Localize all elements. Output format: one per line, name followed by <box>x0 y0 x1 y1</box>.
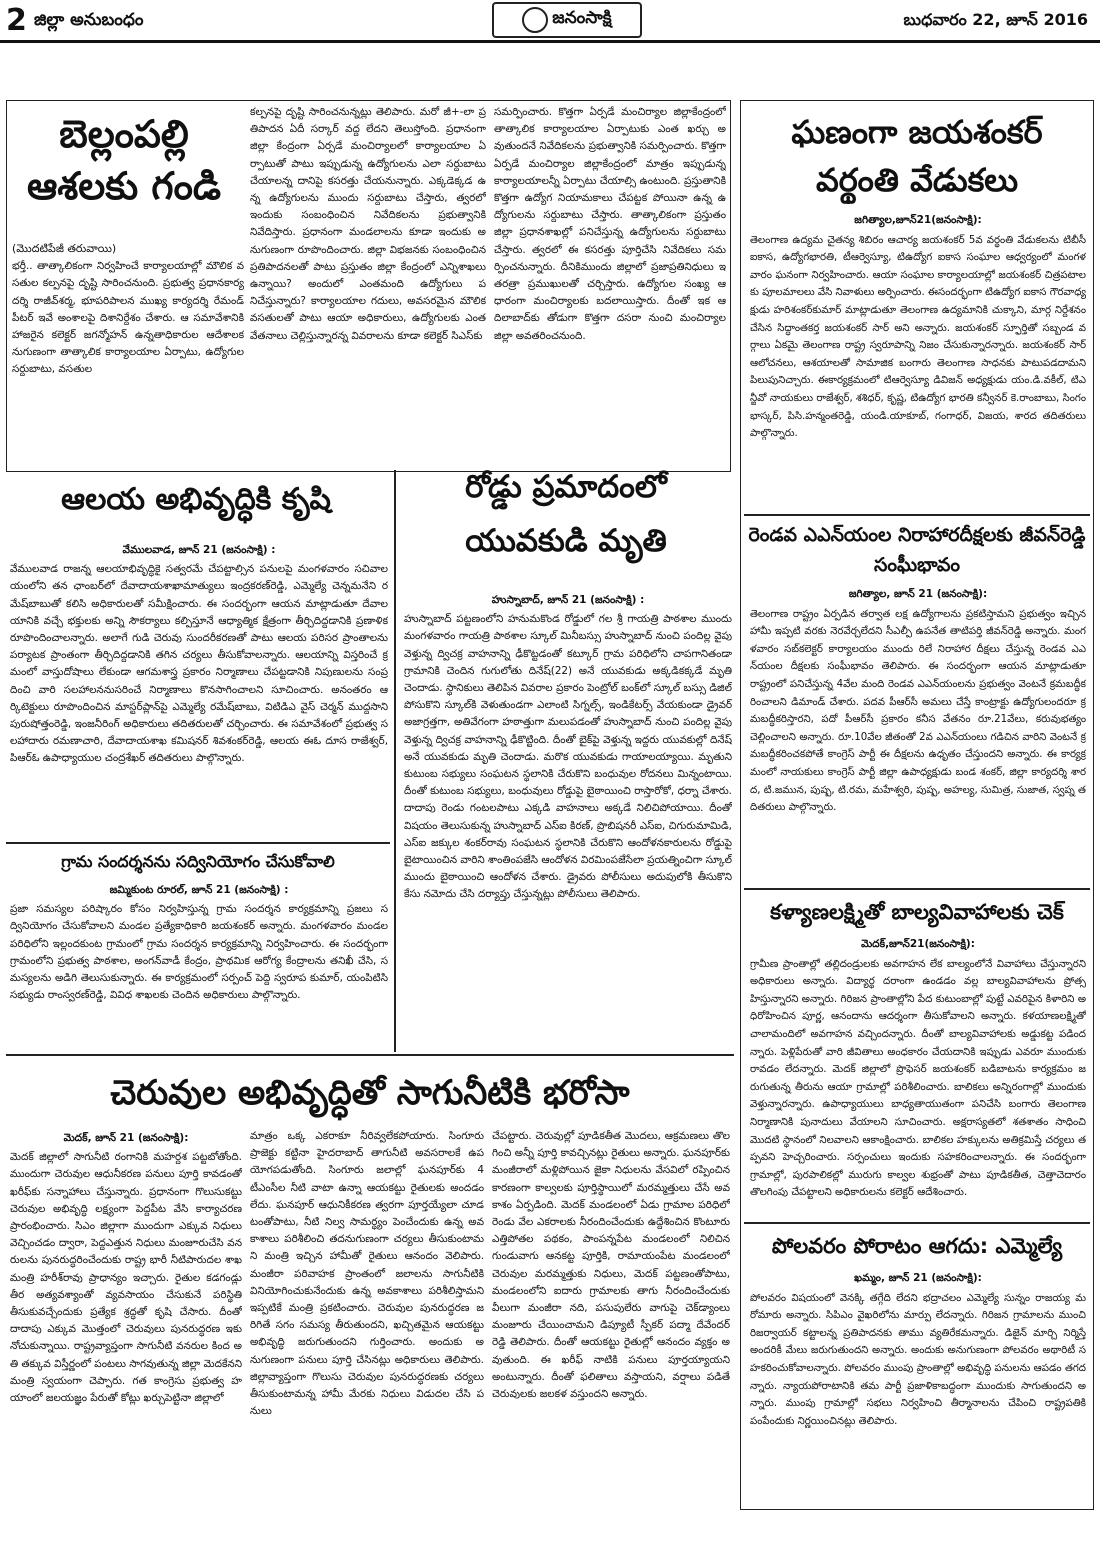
logo-emblem-icon <box>522 7 548 33</box>
dateline: మెదక్,జూన్21(జనంసాక్షి): <box>861 938 975 950</box>
article-bellampalli-title: బెల్లంపల్లి ఆశలకు గండి <box>27 112 221 208</box>
issue-date: బుధవారం 22, జూన్ 2016 <box>903 10 1088 29</box>
paper-name: జనంసాక్షి <box>552 8 612 28</box>
dateline: ఖమ్మం, జూన్ 21 (జనంసాక్షి): <box>854 1272 982 1284</box>
page-number: 2 <box>6 3 27 38</box>
divider <box>744 888 1090 890</box>
article-tanks-col3: చేపట్టారు. చెరువుల్లో పూడికతీత మొదలు, ఆక్రమణలు తొలగించి అన్నీ పూర్తి కావచ్చినట్లు రైతులు అన్నారు. ఘనపూర్‌కు మంజీరాలో మళ్లిపోయిన జైకా నిధులను వేసవిలో రప్పించిన కారణంగా కాల్వలకు పూర్తిస్థాయిలో మరమ్మత్తులు చేసే అవకాశం ఏర్పడింది. మెదక్ మండలంలో ఏడు గ్రామాల పరిధిలో రెండు వేల ఎకరాలకు నీరందించేందుకు ఉద్దేశించిన కొంటూరు ఎత్తిపోతల పథకం, పాంపన్నపేట మండలంలో నిలిచిన గుండువాగు ఆనకట్ట పూర్తికి, రామాయంపేట మండలంలో చెరువుల మరమ్మత్తుకు నిధులు, మెదక్ పట్టణంతోపాటు, మండలంలోని ఐదారు గ్రామాలకు తాగు నీరందించేందుకు వీలుగా మంజీరా నది, పసుపులేరు వాగుపై చెక్‌డ్యాంలు మంజూరు చేయించామని డిప్యూటీ స్పీకర్ పద్మా దేవేందర్ రెడ్డి తెలిపారు. దీంతో ఆయకట్టు రైతుల్లో ఆనందం వ్యక్తం అవుతుంది. ఈ ఖరీఫ్ నాటికి పనులు పూర్తయ్యాయని అంటున్నారు. దీంతో ఫలితాలు వస్తాయని, వర్షాలు పడితే చెరువులకు జలకళ వస్తుందని అన్నారు. <box>492 1130 730 1401</box>
article-polavaram-title: పోలవరం పోరాటం ఆగదు: ఎమ్మెల్యే <box>771 1234 1063 1258</box>
article-bellampalli-col1: (మొదటిపేజీ తరువాయి) భర్తీ.. తాత్కాలికంగా నిర్వహించే కార్యాలయాల్లో మౌలిక వసతుల కల్పనపై దృష్టి సారించనుంది. ప్రభుత్వ ప్రధానకార్యదర్శి రాజీవ్‌శర్మ, భూపరిపాలన ముఖ్య కార్యదర్శి రేమండ్ పీటర్ ఇవే అంశాలపై దిశానిర్దేశం చేశారు. ఆ సమావేశానికి హాజరైన కలెక్టర్ జగన్మోహన్ ఉన్నతాధికారుల ఆదేశాలకనుగుణంగా తాత్కాలిక కార్యాలయాల ఏర్పాటు, ఉద్యోగుల సర్దుబాటు, వసతుల <box>12 242 244 376</box>
article-tanks-col2: మాత్రం ఒక్క ఎకరాకూ నీరివ్వలేకపోయారు. సింగూరు ప్రాజెక్టు కట్టినా హైదరాబాద్ తాగునీటి అవసరాలకే ఉపయోగపడుతోంది. సింగూరు జలాల్లో ఘనపూర్‌కు 4 టీఎంసీల నీటి వాటా ఉన్నా ఆయకట్టు రైతులకు అందడం లేదు. ఘనపూర్ ఆధునికీకరణ త్వరగా పూర్తయ్యేలా చూడటంతోపాటు, నీటి నిల్వ సామర్థ్యం పెంచేందుకు ఉన్న అవకాశాలు పరిశీలించి తదనుగుణంగా చర్యలు తీసుకుంటామని మంత్రి ఇచ్చిన హామీతో రైతులు ఆనందం వెలిపారు. మంజీరా పరివాహక ప్రాంతంలో జలాలను సాగునీటికి వినియోగించుకునేందుకు ఉన్న అవకాశాలు పరిశీలిస్తామని ఇప్పటికే మంత్రి ప్రకటించారు. చెరువుల పునరుద్ధరణ జరిగితే సగం సమస్య తీరుతుందని, ఖచ్చితమైన ఆయకట్టు అభివృద్ధి జరుగుతుందని గుర్తించారు. అందుకు అనుగుణంగా పనులు పూర్తి చేసినట్లు అధికారులు తెలిపారు. జిల్లావ్యాప్తంగా గొలుసు చెరువుల పునరుద్ధరణకు చర్యలు తీసుకుంటామన్న హామీ మేరకు నిధులు విడుదల చేసి పనులు <box>250 1130 484 1418</box>
article-anm-body: జగిత్యాల, జూన్ 21 (జనంసాక్షి): తెలంగాణ రాష్ట్రం ఏర్పడిన తర్వాత లక్ష ఉద్యోగాలను ప్రకటిస్తామని ప్రభుత్వం ఇచ్చిన హామీ ఇప్పటి వరకు నెరవేర్చలేదని సీఎల్పీ ఉపనేత తాటిపర్తి జీవన్‌రెడ్డి అన్నారు. మంగళవారం సబ్‌కలెక్టర్ కార్యాలయం ముందు రిలే నిరాహార దీక్షలు చేస్తున్న రెండవ ఎఎన్‌యంల దీక్షలకు సంఘీభావం తెలిపారు. ఈ సందర్భంగా ఆయన మాట్లాడుతూ రాష్ట్రంలో పనిచేస్తున్న 4వేల మంది రెండవ ఎఎన్‌యంలను ప్రభుత్వం వెంటనే క్రమబద్ధీకరించాలని డిమాండ్ చేశారు. పదవ పీఆర్‌సీ అమలు చేస్తే కాంట్రాక్టు ఉద్యోగులందరూ క్రమబద్ధీకరిస్తారని, పదో పీఆర్‌సీ ప్రకారం కనీస వేతనం రూ.21వేలు, కరువుభత్యం చెల్లించాలని అన్నారు. రూ.10వేల జీతంతో 2వ ఎఎన్‌యంలు గడిచిన వారిని వెంటనే క్రమబద్ధీకరించకపోతే కాంగ్రెస్ పార్టీ ఈ దీక్షలను ఉధృతం చేస్తుందని అన్నారు. ఈ కార్యక్రమంలో నాయకులు కాంగ్రెస్ పార్టీ జిల్లా ఉపాధ్యక్షుడు బండ శంకర్, జిల్లా కార్యదర్శి శారద, టి.జమున, పుష్ప, టి.రమ, మహేశ్వరి, పుష్ప, అహల్య, సుమిత్ర, సుజాత, స్వప్న తదితరులు పాల్గొన్నారు. <box>750 588 1086 814</box>
article-village-body: జమ్మికుంట రూరల్, జూన్ 21 (జనంసాక్షి) : ప్రజా సమస్యల పరిష్కారం కోసం నిర్వహిస్తున్న గ్రామ సందర్శన కార్యక్రమాన్ని ప్రజలు సద్వినియోగం చేసుకోవాలని మండల ప్రత్యేకాధికారి జయశంకర్ అన్నారు. మంగళవారం మండల పరిధిలోని ఇల్లందకుంట గ్రామంలో గ్రామ సందర్శన కార్యక్రమాన్ని నిర్వహించారు. ఈ సందర్భంగా గ్రామంలోని ప్రభుత్వ పాఠశాల, అంగన్‌వాడీ కేంద్రం, ప్రాథమిక ఆరోగ్య కేంద్రాలను తనిఖీ చేసి, సమస్యలను అడిగి తెలుసుకున్నారు. ఈ కార్యక్రమంలో సర్పంచ్ పెద్ది స్వరూప కుమార్, యంపిటిసి సభ్యుడు రాంస్వరణ్‌రెడ్డి, వివిధ శాఖలకు చెందిన అధికారులు పాల్గొన్నారు. <box>10 884 388 1002</box>
dateline: జమ్మికుంట రూరల్, జూన్ 21 (జనంసాక్షి) : <box>109 884 289 896</box>
column-divider <box>394 470 396 1052</box>
article-kalyanalakshmi-body: మెదక్,జూన్21(జనంసాక్షి): గ్రామీణ ప్రాంతాల్లో తల్లిదండ్రులకు అవగాహన లేక బాల్యంలోనే వివాహాలు చేస్తున్నారని అధికారులు అన్నారు. విద్యార్థ దరాంగా ఉండడం వల్ల బాల్యవివాహాలను ప్రోత్సహిస్తున్నారని అన్నారు. గిరిజన ప్రాంతాల్లోని పేద కుటుంబాల్లో పుట్టే ఎవరిపైన కిళారిని అధిరోహించిన పూర్ణ, ఆనందాను ఆదర్శంగా తీసుకోవాలని అన్నారు. కళయాణలక్ష్మితో చాలామందిలో అవగాహన వచ్చిందన్నారు. దీంతో బాల్యవివాహాలకు అడ్డుకట్ట పడిందన్నారు. పెళ్లిపేరుతో వారి జీవితాలు అంధకారం చేయదానికి ఇప్పుడు ఎవరూ ముందుకు రావడం లేదన్నారు. మెదక్ జిల్లాలో ప్రొఫెసర్ జయశంకర్ బడిబాటను కార్యక్రమం జరుగుతున్న తీరును ఆయా గ్రామాల్లో పరిశీలించారు. బాలికలు అన్నిరంగాల్లో ముందుకు వెళ్తున్నారన్నారు. ఉపాధ్యాయులు బాధ్యతాయుతంగా పనిచేసి బంగారు తెలంగాణ నిర్మాణానికి పునాదులు వేయాలని సూచించారు. అక్షరాస్యతలో శతశాతం సాధించి మొదటి స్థానంలో నిలవాలని ఆకాంక్షించారు. బాలికల హక్కులను అతిక్రమిస్తే చర్యలు తప్పవని హెచ్చరించారు. సర్పంచులు ఇందుకు సహకరించాలన్నారు. ఈ సందర్భంగా గ్రామాల్లో, పురపాలికల్లో మురుగు కాల్వల శుభ్రంతో పాటు పూడికతీత, చెత్తాచెదారం తొలగింపు చేపట్టాలని అధికారులను కలెక్టర్ ఆదేశించారు. <box>750 938 1086 1199</box>
divider <box>6 1054 734 1056</box>
masthead-logo <box>492 2 642 38</box>
continued-note: (మొదటిపేజీ తరువాయి) <box>12 242 117 255</box>
dateline: జగిత్యాల, జూన్ 21 (జనంసాక్షి): <box>848 588 988 600</box>
divider <box>744 1222 1090 1224</box>
article-anm-title: రెండవ ఎఎన్‌యంల నిరాహారదీక్షలకు జీవన్‌రెడ్డి సంఘీభావం <box>748 524 1086 576</box>
article-jayashankar-title: ఘణంగా జయశంకర్ వర్థంతి వేడుకలు <box>791 113 1043 199</box>
article-bellampalli-col3: సమర్పించారు. కొత్తగా ఏర్పడే మంచిర్యాల జిల్లాకేంద్రంలో తాత్కాలిక కార్యాలయాల ఏర్పాటుకు ఎంత ఖర్చు అవుతుందనే నివేదికలను ప్రభుత్వానికి సమర్పించారు. కొత్తగా ఏర్పడే మంచిర్యాల జిల్లాకేంద్రంలో మాత్రం ఇప్పుడున్న కార్యాలయాలన్నీ ఏర్పాటు చేయాల్సి ఉంటుంది. ప్రస్తుతానికి కొత్తగా ఉద్యోగ నియామకాలు చేపట్టక పోయినా ఉన్న ఉద్యోగులను సర్దుబాటు చేస్తారు. తాత్కాలికంగా ప్రస్తుతం జిల్లా ప్రధానశాఖల్లో పనిచేస్తున్న ఉద్యోగులను సర్దుబాటు చేస్తారు. త్వరలో ఈ కసరత్తు పూర్తిచేసి నివేదికలు సమర్పించనున్నారు. దీనికిముందు జిల్లాలో ప్రజాప్రతినిధులు ఇతరత్రా ప్రముఖులతో చర్చిస్తారు. ఉద్యోగుల సంఖ్య ఆధారంగా మంచిర్యాలకు బదలాయిస్తారు. దీంతో ఇక ఆదిలాబాద్‌కు తోడుగా కొత్తగా దసరా నుంచి మంచిర్యాల జిల్లా అవతరించనుంది. <box>494 106 726 342</box>
article-temple-title: ఆలయ అభివృద్ధికి కృషి <box>61 482 331 517</box>
article-tanks-title: చెరువుల అభివృద్ధితో సాగునీటికి భరోసా <box>110 1073 630 1113</box>
dateline: జగిత్యాల,జూన్21(జనంసాక్షి): <box>854 214 982 226</box>
article-accident-title: రోడ్డు ప్రమాదంలో యువకుడి మృతి <box>465 469 667 559</box>
divider <box>6 842 390 844</box>
dateline: మెదక్, జూన్ 21 (జనంసాక్షి): <box>63 1132 189 1144</box>
divider <box>744 514 1090 516</box>
article-jayashankar-body: జగిత్యాల,జూన్21(జనంసాక్షి): తెలంగాణ ఉద్యమ చైతన్య శిబిరం ఆచార్య జయశంకర్ 5వ వర్థంతి వేడుకలను టిబీసీ ఐకాస, ఉద్యోగభారతి, టీఆర్వెస్యూ, టిఉద్యోగ ఐకాస సంఘాల ఆధ్వర్యంలో మంగళవారం ఘనంగా నిర్వహించారు. ఆయా సంఘాల కార్యాలయాల్లో జయశంకర్ చిత్రపటాలకు పూలమాలలు వేసి నివాళులు అర్పించారు. ఈసందర్భంగా టిఉద్యోగ ఐకాస గౌరవాధ్యక్షుడు హరిశంకర్‌కుమార్ మాట్లాడుతూ తెలంగాణ ఉద్యమానికి చుక్కాని, మార్గ నిర్దేశనం చేసిన సిద్ధాంతకర్త జయశంకర్ సార్ అని అన్నారు. జయశంకర్ స్ఫూర్తితో సబ్బండ వర్గాలు ఏకమై తెలంగాణ రాష్ట్ర స్వరూపాన్ని నిజం చేసుకున్నారన్నారు. జయశంకర్ సార్ ఆలోచనలు, ఆశయాలతో సామాజిక బంగారు తెలంగాణ సాధనకు పాటుపడదామని పిలుపునిచ్చారు. ఈకార్యక్రమంలో టిఆర్వెస్యూ డివిజన్ అధ్యక్షుడు యం.డి.వకీల్, టిఎన్జీవో నాయకులు రాజేశ్వర్, శశిధర్, కృష్ణ, టిఉద్యోగ భారతి కన్వీనర్ కె.రాంబాబు, సింగం భాస్కర్, పిసి.హన్మంతరెడ్డి, యండి.యాకూబ్, గంగాధర్, విజయ, శారద తదితరులు పాల్గొన్నారు. <box>750 214 1086 440</box>
article-temple-body: వేములవాడ, జూన్ 21 (జనంసాక్షి) : వేములవాడ రాజన్న ఆలయాభివృద్ధికై సత్వరమే చేపట్టాల్సిన పనులపై మంగళవారం సచివాలయంలోని తన ఛాంబర్‌లో దేవాదాయశాఖామాత్యులు ఇంద్రకరణ్‌రెడ్డి, ఎమ్మెల్యే చెన్నమనేని రమేష్‌బాబుతో కలిసి అధికారులతో సమీక్షించారు. ఈ సందర్భంగా ఆయన మాట్లాడుతూ దేవాలయానికి వచ్చే భక్తులకు అన్ని సౌకర్యాలు కల్పిస్తూనే ఆధ్యాత్మిక క్షేత్రంగా తీర్చిదిద్దడానికి ప్రణాళిక రూపొందించాలన్నారు. అలాగే గుడి చెరువు సుందరీకరణతో పాటు ఆలయ పరిసర ప్రాంతాలను పర్యాటక ప్రాంతంగా తీర్చిదిద్దడానికి తగిన చర్యలు తీసుకోవాలన్నారు. ఆలయాన్ని విస్తరించే క్రమంలో వాస్తుదోషాలు లేకుండా ఆగమశాస్త్ర ప్రకారం నిర్మాణాలు చేపట్టడానికి నిపుణులను సంప్రదించి వారి సలహాలననుసరించే నిర్మాణాలు కొనసాగించాలని సూచించారు. అనంతరం ఆర్కిటెక్టులు రూపొందించిన మాస్టర్‌ప్లాన్‌పై ఎమ్మెల్యే రమేష్‌బాబు, విటిడిఎ వైస్ చెర్మన్ ముద్దసాని పురుషోత్తంరెడ్డి, ఇంజనీరింగ్ అధికారులు తదితరులతో చర్చించారు. ఈ సమావేశంలో ప్రభుత్వ సలహాదారు రమణాచారి, దేవాదాయశాఖ కమిషనర్ శివశంకర్‌రెడ్డి, ఆలయ ఈఓ దూస రాజేశ్వర్, పిఆర్‌ఓ ఉపాధ్యాయుల చంద్రశేఖర్ తదితరులు పాల్గొన్నారు. <box>10 544 388 765</box>
article-bellampalli-col2: కల్పనపై దృష్టి సారించనున్నట్లు తెలిపారు. మరో జీ+-లా ప్రతిపాదన ఏదీ సర్కార్ వద్ద లేదని తెలుస్తోంది. ప్రధానంగా జిల్లా కేంద్రంగా ఏర్పడే మంచిర్యాలలో కార్యాలయాల ఏర్పాటుతో పాటు ఇప్పుడున్న ఉద్యోగులను ఎలా సర్దుబాటు చేయాలన్న దానిపై కసరత్తు చేయనున్నారు. ఎక్కడెక్కడ ఉన్న ఉద్యోగులను ముందు సర్దుబాటు చేస్తారు, త్వరలో ఇందుకు సంబంధించిన నివేదికలను ప్రభుత్వానికి నివేదిస్తారు. ప్రధానంగా మండలాలను కూడా ఇందుకు అనుగుణంగా రూపొందించారు. జిల్లా విభజనకు సంబంధించిన ప్రతిపాదనలతో పాటు ప్రస్తుతం జిల్లా కేంద్రంలో ఎన్నిశాఖలు ఉన్నాయి? అందులో ఎంతమంది ఉద్యోగులు పనిచేస్తున్నారు? కార్యాలయాల గదులు, అవసరమైన మౌలికవసతులతో పాటు ఆయా అధికారులు, ఉద్యోగులకు ఎంత వేతనాలు చెల్లిస్తున్నారన్న వివరాలను కూడా కలెక్టర్ సిఎస్‌కు <box>250 106 486 342</box>
dateline: హుస్నాబాద్, జూన్ 21 (జనంసాక్షి) : <box>491 594 645 606</box>
section-title: జిల్లా అనుబంధం <box>34 10 144 30</box>
article-tanks-col1: మెదక్, జూన్ 21 (జనంసాక్షి): మెదక్ జిల్లాలో సాగునీటి రంగానికి మహర్దశ పట్టబోతోంది. ముందుగా చెరువుల ఆధునీకరణ పనులు పూర్తి కావడంతో ఖరీఫ్‌కు సన్నాహాలు చేస్తున్నారు. ప్రధానంగా గొలుసుకట్టు చెరువుల అభివృద్ధి లక్ష్యంగా పెద్దపీట వేసి కార్యాచరణ ప్రారంభించారు. సిఎం జిల్లాగా ముందుగా ఎక్కువ నిధులు వెచ్చించడం ద్వారా, పెద్దఎత్తున నిధులు మంజూరుచేసి వనరులను పునరుద్ధరించేందుకు రాష్ట్ర భారీ నీటిపారుదల శాఖ మంత్రి హరీశ్‌రావు ప్రాధాన్యం ఇచ్చారు. రైతుల కడగండ్లు తీర అత్యవశ్యాంతో వ్యవసాయం చేసుకునే పరిస్థితి తీసుకువచ్చేందుకు ప్రత్యేక శ్రద్ధతో కృషి చేసారు. దీంతో దాదాపు ఎక్కువ మొత్తంలో చెరువులు పునరుద్ధరణ ఇకు నోచుకున్నాయి. రాష్ట్రవ్యాప్తంగా సాగునీటి వనరుల కింద అతి తక్కువ విస్తీర్ణంలో పంటలు సాగవుతున్న జిల్లా మెదకేనని మంత్రి స్వయంగా చెప్పారు. గత కాంగ్రెసు ప్రభుత్వ హయాంలో జలయజ్ఞం పేరుతో కోట్లు ఖర్చుపెట్టినా జిల్లాలో <box>10 1132 242 1405</box>
header-rule <box>0 40 1100 43</box>
article-polavaram-body: ఖమ్మం, జూన్ 21 (జనంసాక్షి): పోలవరం విషయంలో వెనక్కి తగ్గేది లేదని భద్రాచలం ఎమ్మెల్యే సున్నం రాజయ్య మరోమారు అన్నారు. సిపిఎం వైఖరిలోను మార్పు లేదన్నారు. గిరిజన గ్రామాలను ముంచి రిజర్వాయర్ కట్టాలన్న ప్రతిపాదనకు తాము వ్యతిరేకమన్నారు. డిజైన్ మార్చి నిర్మిస్తే అందరికీ మేలు జరుగుతుందని అన్నారు. అందుకు అనుగుణంగా పోలవరం అథారిటీ సహకరించుకోవాలన్నారు. పోలవరం ముంపు ప్రాంతాల్లో అభివృద్ధి పనులను ఆపడం తగదన్నారు. న్యాయపోరాటానికి తమ పార్టీ ప్రజాళికాబద్ధంగా ముందుకు సాగుతుందని అన్నారు. ముంపు గ్రామాల్లో సభలు నిర్వహించి తీర్మానాలను చేపించి రాష్ట్రపతికి పంపేందుకు నిర్ణయించినట్లు తెలిపారు. <box>750 1272 1086 1427</box>
dateline: వేములవాడ, జూన్ 21 (జనంసాక్షి) : <box>122 544 276 556</box>
article-kalyanalakshmi-title: కళ్యాణలక్ష్మితో బాల్యవివాహాలకు చెక్ <box>770 900 1064 924</box>
article-accident-body: హుస్నాబాద్, జూన్ 21 (జనంసాక్షి) : హుస్నాబాద్ పట్టణంలోని హనుమకొండ రోడ్డులో గల శ్రీ గాయత్రి పాఠశాల ముందు మంగళవారం గాయత్రి పాఠశాల స్కూల్ మినీబస్సు హుస్నాబాద్ నుంచి పందిల్ల వైపు వెళ్తున్న ద్విచక్ర వాహనాన్ని ఢీకొట్టడంతో కట్కూర్ గ్రామ పరిధిలోని చాపగానితండా గ్రామానికి చెందిన గుగులోతు దినేష్(22) అనే యువకుడు అక్కడికక్కడే మృతి చెందాడు. స్థానికులు తెలిపిన వివరాల ప్రకారం పెంట్రోల్ బంక్‌లో స్కూల్ బస్సు డిజిల్ పోసుకొని స్కూల్‌కి వెళుతుండగా ఎలాంటి సిగ్నల్స్, ఇండికేటర్స్ వేయకుండా డ్రైవర్ అజాగ్రత్తగా, అతివేగంగా హఠాత్తుగా మలుపడంతో హుస్నాబాద్ నుంచి పందిల్ల వైపు వెళ్తున్న ద్విచక్ర వాహనాన్ని ఢీకొట్టింది. దీంతో బైక్‌పై వెళ్తున్న ఇద్దరు యువకుల్లో దినేష్ అనే యువకుడు మృతి చెందాడు. మరొక యువకుడు గాయాలయ్యాయి. మృతుని కుటుంబ సభ్యులు సంఘటన స్థలానికి చేరుకొని బంధువుల రోదనలు మిన్నంటాయి. దీంతో కుటుంబ సభ్యులు, బంధువులు రోడ్డుపై బైఠాయించి రాస్తారోకో, ధర్నా చేశారు. దాదాపు రెండు గంటలపాటు ఎక్కడి వాహనాలు అక్కడే నిలిచిపోయాయి. దీంతో విషయం తెలుసుకున్న హుస్నాబాద్ ఎస్‌ఐ కిరణ్, ప్రొబిషనరీ ఎస్‌ఐ, చిగురుమామిడి, ఎస్‌ఐ జక్కుల శంకర్‌రావు సంఘటన స్థలానికి చేరుకొని ఆందోళనకారులను రోడ్డుపై బైటాయించిన వారిని శాంతింపజేసి ఆందోళన విరమింపజేసేలా ప్రయత్నించిగా స్కూల్ ముందు బైఠాయించి ఆందోళన చేశారు. డ్రైవరు పోలీసులు అదుపులోకి తీసుకొని కేసు నమోదు చేసి దర్యాప్తు చేస్తున్నట్లు పోలీసులు తెలిపారు. <box>404 594 732 901</box>
article-village-title: గ్రామ సందర్శనను సద్వినియోగం చేసుకోవాలి <box>61 852 335 871</box>
